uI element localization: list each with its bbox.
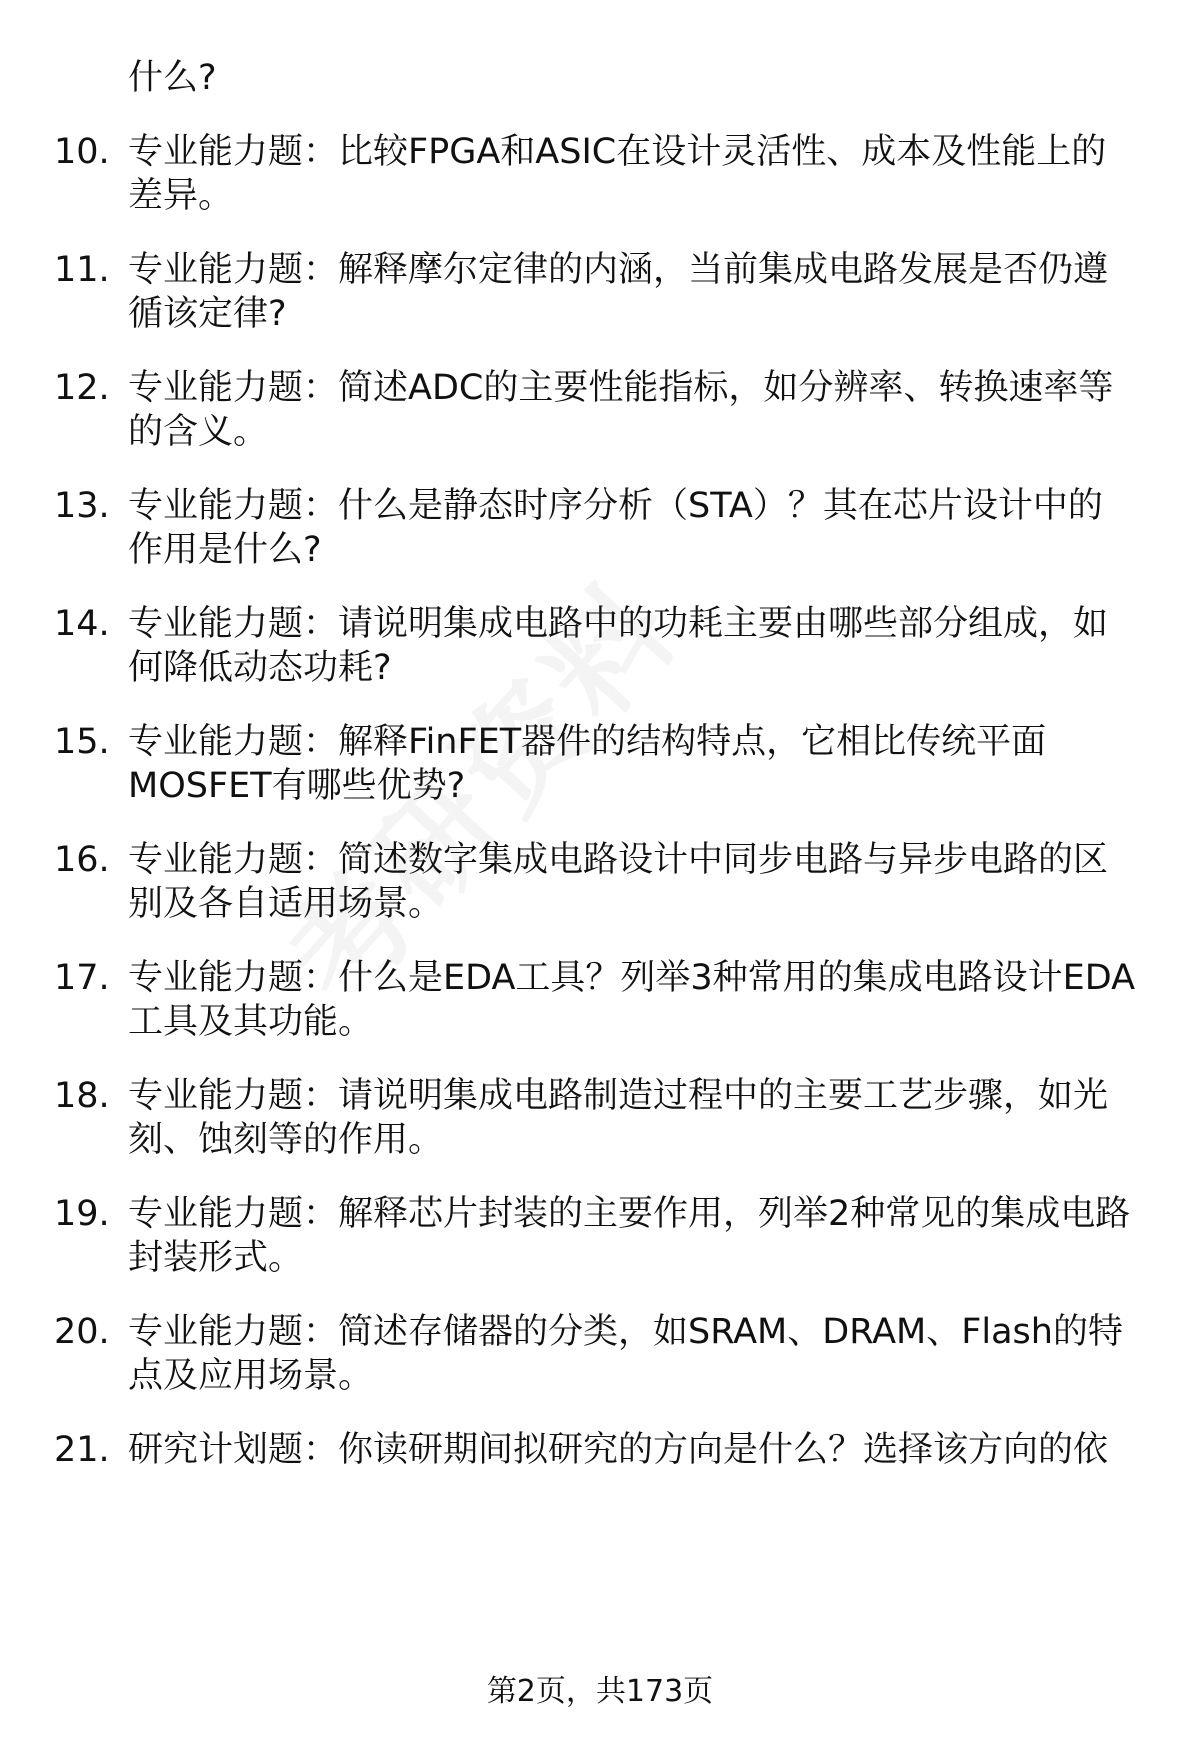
question-number: 20. <box>54 1312 110 1352</box>
question-number: 19. <box>54 1194 110 1234</box>
question-text: 专业能力题：简述ADC的主要性能指标，如分辨率、转换速率等 <box>128 368 1114 408</box>
question-text-continuation: 作用是什么? <box>128 530 322 570</box>
question-text: 专业能力题：简述数字集成电路设计中同步电路与异步电路的区 <box>128 840 1109 880</box>
question-text: 专业能力题：解释FinFET器件的结构特点，它相比传统平面 <box>128 722 1047 762</box>
question-text-continuation: 点及应用场景。 <box>128 1356 374 1396</box>
question-number: 10. <box>54 132 110 172</box>
question-number: 13. <box>54 486 110 526</box>
question-number: 18. <box>54 1076 110 1116</box>
question-text: 专业能力题：比较FPGA和ASIC在设计灵活性、成本及性能上的 <box>128 132 1107 172</box>
question-number: 17. <box>54 958 110 998</box>
question-text-continuation: 刻、蚀刻等的作用。 <box>128 1120 444 1160</box>
question-number: 21. <box>54 1430 110 1470</box>
page-footer: 第2页，共173页 <box>486 1674 714 1709</box>
question-text-continuation: 何降低动态功耗? <box>128 648 392 688</box>
question-number: 15. <box>54 722 110 762</box>
question-text: 研究计划题：你读研期间拟研究的方向是什么？选择该方向的依 <box>128 1430 1109 1470</box>
question-text-continuation: 封装形式。 <box>128 1238 304 1278</box>
question-text-continuation: MOSFET有哪些优势? <box>128 766 466 806</box>
question-number: 12. <box>54 368 110 408</box>
question-text: 专业能力题：什么是静态时序分析（STA）？其在芯片设计中的 <box>128 486 1103 526</box>
question-text-continuation: 循该定律? <box>128 294 287 334</box>
question-number: 16. <box>54 840 110 880</box>
question-text: 专业能力题：解释芯片封装的主要作用，列举2种常见的集成电路 <box>128 1194 1131 1234</box>
question-text-continuation: 别及各自适用场景。 <box>128 884 444 924</box>
question-text: 专业能力题：请说明集成电路中的功耗主要由哪些部分组成，如 <box>128 604 1109 644</box>
question-text: 专业能力题：解释摩尔定律的内涵，当前集成电路发展是否仍遵 <box>128 250 1109 290</box>
question-number: 14. <box>54 604 110 644</box>
question-number: 11. <box>54 250 110 290</box>
question-9-continuation: 什么? <box>128 58 217 98</box>
question-text: 专业能力题：简述存储器的分类，如SRAM、DRAM、Flash的特 <box>128 1312 1123 1352</box>
question-text: 专业能力题：请说明集成电路制造过程中的主要工艺步骤，如光 <box>128 1076 1109 1116</box>
question-text-continuation: 工具及其功能。 <box>128 1002 374 1042</box>
question-text: 专业能力题：什么是EDA工具？列举3种常用的集成电路设计EDA <box>128 958 1136 998</box>
question-text-continuation: 的含义。 <box>128 412 269 452</box>
question-text-continuation: 差异。 <box>128 176 234 216</box>
